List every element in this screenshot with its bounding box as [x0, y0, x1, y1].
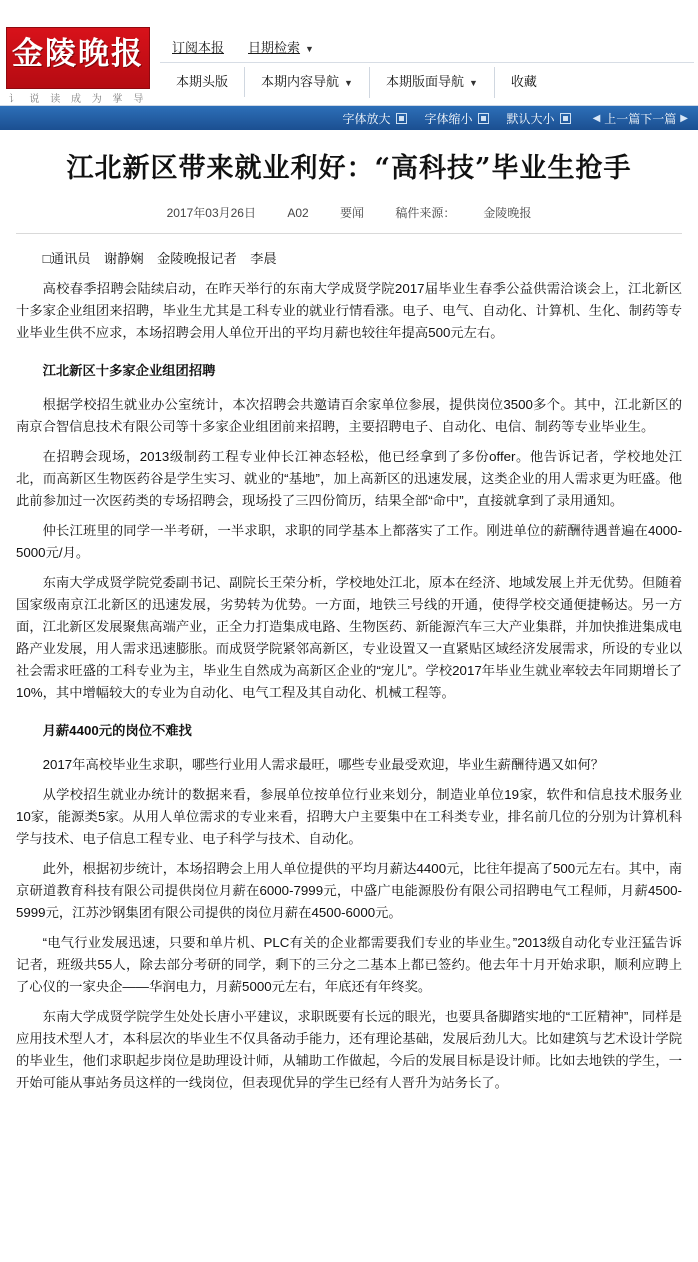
nav-item-date-search[interactable] [236, 38, 326, 59]
font-default-icon [560, 113, 571, 124]
font-enlarge-label: 字体放大 [342, 111, 391, 126]
article-paragraph: 在招聘会现场，2013级制药工程专业仲长江神态轻松，他已经拿到了多份offer。他告诉记者，学校地处江北，而高新区生物医药谷是学生实习、就业的“基地”，加上高新区的迅速发展，这类企业的用人需求更为旺盛。他此前参加过一次医药类的专场招聘会，现场投了三四份简历，结果全部“命中”，直接就拿到了录用通知。 [16, 449, 682, 508]
nav-row-secondary [160, 66, 694, 98]
article-pager [589, 110, 692, 127]
article-paragraph: 东南大学成贤学院学生处处长唐小平建议，求职既要有长远的眼光，也要具备脚踏实地的“工匠精神”，同样是应用技术型人才，本科层次的毕业生不仅具备动手能力，还有理论基础，发展后劲儿大。比如建筑与艺术设计学院的毕业生，他们求职起步岗位是助理设计师，从辅助工作做起，今后的发展目标是设计师。比如去地铁的学生，一开始可能从事站务员这样的一线岗位，但表现优异的学生已经有人晋升为站务长了。 [16, 1009, 682, 1090]
font-enlarge-button[interactable] [343, 110, 407, 127]
article-paragraph: □通讯员 谢静娴 金陵晚报记者 李晨 [42, 251, 277, 266]
article-paragraph: 此外，根据初步统计，本场招聘会上用人单位提供的平均月薪达4400元，比往年提高了500元左右。其中，南京研道教育科技有限公司提供岗位月薪在6000-7999元，中盛广电能源股份有限公司招聘电气工程师，月薪4500-5999元，江苏沙钢集团有限公司提供的岗位月薪在4500-6000元。 [16, 861, 682, 920]
article-source-label: 稿件来源： [395, 206, 456, 220]
article-toolbar [0, 106, 698, 130]
nav-item-layout-nav[interactable] [370, 67, 495, 98]
article-paragraph: 仲长江班里的同学一半考研，一半求职，求职的同学基本上都落实了工作。刚进单位的薪酬待遇普遍在4000-5000元/月。 [16, 523, 682, 560]
article-paragraph: 高校春季招聘会陆续启动，在昨天举行的东南大学成贤学院2017届毕业生春季公益供需洽谈会上，江北新区十多家企业组团来招聘，毕业生尤其是工科专业的就业行情看涨。电子、电气、自动化、计算机、生化、制药等专业毕业生供不应求，本场招聘会用人单位开出的平均月薪也较往年提高500元左右。 [16, 281, 682, 340]
article-body [16, 248, 682, 1094]
article-source: 金陵晚报 [483, 206, 532, 220]
prev-article-link[interactable]: 上一篇 [604, 111, 641, 126]
nav-item-favorites-label: 收藏 [510, 74, 537, 89]
article-section: 要闻 [340, 206, 365, 220]
chevron-down-icon: ▼ [344, 77, 353, 88]
site-logo-subtitle: 讠 说 读 成 为 掌 导 [8, 94, 148, 105]
article-paragraph: 2017年高校毕业生求职，哪些行业用人需求最旺，哪些专业最受欢迎，毕业生薪酬待遇又如何？ [42, 757, 605, 772]
arrow-left-icon[interactable]: ◀ [592, 112, 601, 124]
article-date: 2017年03月26日 [166, 206, 256, 220]
font-reduce-label: 字体缩小 [424, 111, 473, 126]
article-paragraph: “电气行业发展迅速，只要和单片机、PLC有关的企业都需要我们专业的毕业生。”2013级自动化专业汪猛告诉记者，班级共55人，除去部分考研的同学，剩下的三分之二基本上都已签约。他去年十月开始求职，顺利应聘上了心仪的一家央企——华润电力，月薪5000元左右，年底还有年终奖。 [16, 935, 682, 994]
site-header [0, 0, 698, 106]
chevron-down-icon: ▼ [305, 43, 314, 54]
article-paragraph: 从学校招生就业办统计的数据来看，参展单位按单位行业来划分，制造业单位19家，软件和信息技术服务业10家，能源类5家。从用人单位需求的专业来看，招聘大户主要集中在工科类专业，排名前几位的分别为计算机科学与技术、电子信息工程专业、电子科学与技术、自动化。 [16, 787, 682, 846]
nav-item-subscribe-label: 订阅本报 [172, 40, 225, 55]
chevron-down-icon: ▼ [468, 77, 478, 88]
site-logo[interactable] [6, 27, 150, 89]
article-subheading: 月薪4400元的岗位不难找 [42, 723, 192, 738]
nav-item-content-nav[interactable] [245, 67, 370, 98]
nav-item-layout-nav-label: 本期版面导航 [385, 73, 464, 89]
main-navigation [160, 34, 694, 98]
article-paragraph: 东南大学成贤学院党委副书记、副院长王荣分析，学校地处江北，原本在经济、地域发展上并无优势。但随着国家级南京江北新区的迅速发展，劣势转为优势。一方面，地铁三号线的开通，使得学校交通便捷畅达。另一方面，江北新区发展聚焦高端产业，正全力打造集成电路、生物医药、新能源汽车三大产业集群，并加快推进集成电路产业发展，用人需求迅速膨胀。而成贤学院紧邻高新区，专业设置又一直紧贴区域经济发展需求，所设的专业以社会需求旺盛的工科专业为主，毕业生自然成为高新区企业的“宠儿”。学校2017年毕业生就业率较去年同期增长了10%，其中增幅较大的专业为自动化、电气工程及其自动化、机械工程等。 [16, 575, 682, 700]
font-enlarge-icon [396, 113, 407, 124]
article-meta [16, 204, 682, 221]
article-paragraph: 根据学校招生就业办公室统计，本次招聘会共邀请百余家单位参展，提供岗位3500多个。其中，江北新区的南京合智信息技术有限公司等十多家企业组团前来招聘，主要招聘电子、自动化、电信、制药等专业毕业生。 [16, 397, 682, 434]
article-page-code: A02 [287, 206, 309, 220]
next-article-link[interactable]: 下一篇 [640, 111, 677, 126]
nav-item-date-search-label: 日期检索 [248, 39, 301, 55]
nav-row-primary [160, 34, 694, 62]
nav-item-content-nav-label: 本期内容导航 [261, 73, 340, 89]
arrow-right-icon[interactable]: ▶ [680, 112, 688, 124]
page-title: 江北新区带来就业利好：“高科技”毕业生抢手 [66, 153, 632, 184]
font-default-button[interactable] [507, 110, 571, 127]
font-reduce-icon [478, 113, 489, 124]
font-reduce-button[interactable] [425, 110, 489, 127]
article-container [0, 150, 698, 1094]
nav-item-front-page-label: 本期头版 [176, 74, 229, 89]
article-subheading: 江北新区十多家企业组团招聘 [42, 363, 216, 378]
site-logo-text: 金陵晚报 [12, 36, 144, 72]
nav-item-front-page[interactable] [160, 67, 245, 97]
font-default-label: 默认大小 [506, 111, 555, 126]
meta-divider [16, 233, 682, 234]
nav-item-favorites[interactable] [495, 67, 553, 97]
nav-item-subscribe[interactable] [160, 38, 236, 58]
